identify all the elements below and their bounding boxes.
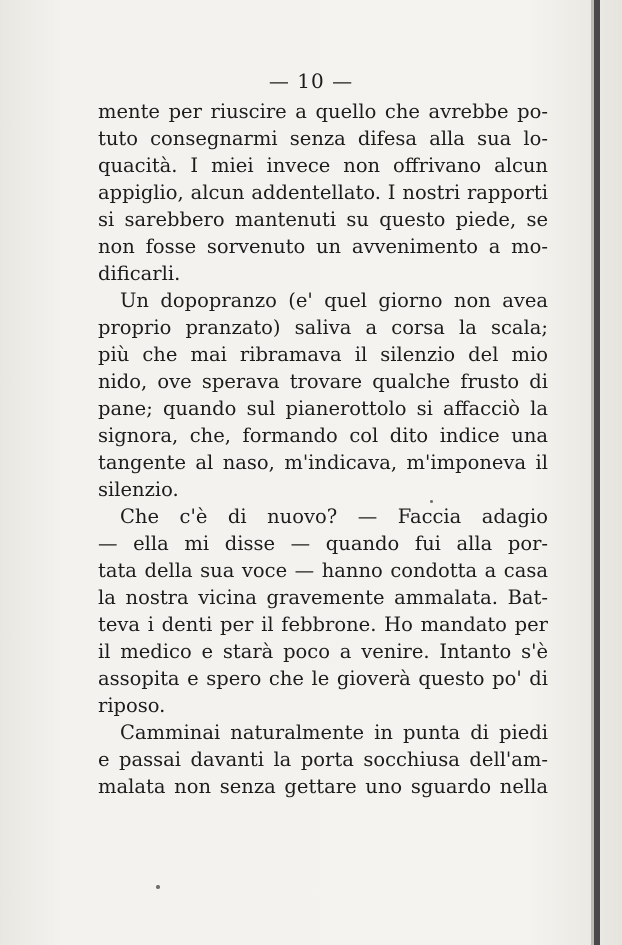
text-line: mente per riuscire a quello che avrebbe po- xyxy=(98,100,548,123)
text-line: dificarli. xyxy=(98,262,181,285)
text-line: malata non senza gettare uno sguardo nella xyxy=(98,775,548,798)
ink-speck xyxy=(156,885,160,889)
text-line: tuto consegnarmi senza difesa alla sua lo- xyxy=(98,127,548,150)
text-line: si sarebbero mantenuti su questo piede, se xyxy=(98,208,548,231)
binding-edge xyxy=(594,0,600,945)
text-line: il medico e starà poco a venire. Intanto s'è xyxy=(98,640,548,663)
text-line: pane; quando sul pianerottolo si affacciò la xyxy=(98,397,548,420)
text-line: Un dopopranzo (e' quel giorno non avea xyxy=(120,289,548,312)
text-line: più che mai ribramava il silenzio del mio xyxy=(98,343,548,366)
text-line: — ella mi disse — quando fui alla por- xyxy=(98,532,548,555)
text-line: proprio pranzato) saliva a corsa la scala; xyxy=(98,316,548,339)
text-line: nido, ove sperava trovare qualche frusto di xyxy=(98,370,548,393)
body-text xyxy=(98,98,548,800)
text-line: silenzio. xyxy=(98,478,179,501)
text-line: e passai davanti la porta socchiusa dell'am- xyxy=(98,748,548,771)
text-line: signora, che, formando col dito indice una xyxy=(98,424,548,447)
text-line: Che c'è di nuovo? — Faccia adagio xyxy=(120,505,548,528)
text-line: quacità. I miei invece non offrivano alcun xyxy=(98,154,548,177)
text-line: appiglio, alcun addentellato. I nostri rapporti xyxy=(98,181,548,204)
text-line: assopita e spero che le gioverà questo po' di xyxy=(98,667,548,690)
text-line: la nostra vicina gravemente ammalata. Bat- xyxy=(98,586,548,609)
text-line: riposo. xyxy=(98,694,166,717)
text-line: Camminai naturalmente in punta di piedi xyxy=(120,721,548,744)
ink-speck xyxy=(430,500,433,503)
page-number-header: — 10 — xyxy=(268,69,354,93)
text-line: non fosse sorvenuto un avvenimento a mo- xyxy=(98,235,548,258)
text-line: teva i denti per il febbrone. Ho mandato per xyxy=(98,613,548,636)
text-line: tata della sua voce — hanno condotta a casa xyxy=(98,559,548,582)
text-line: tangente al naso, m'indicava, m'imponeva il xyxy=(98,451,548,474)
